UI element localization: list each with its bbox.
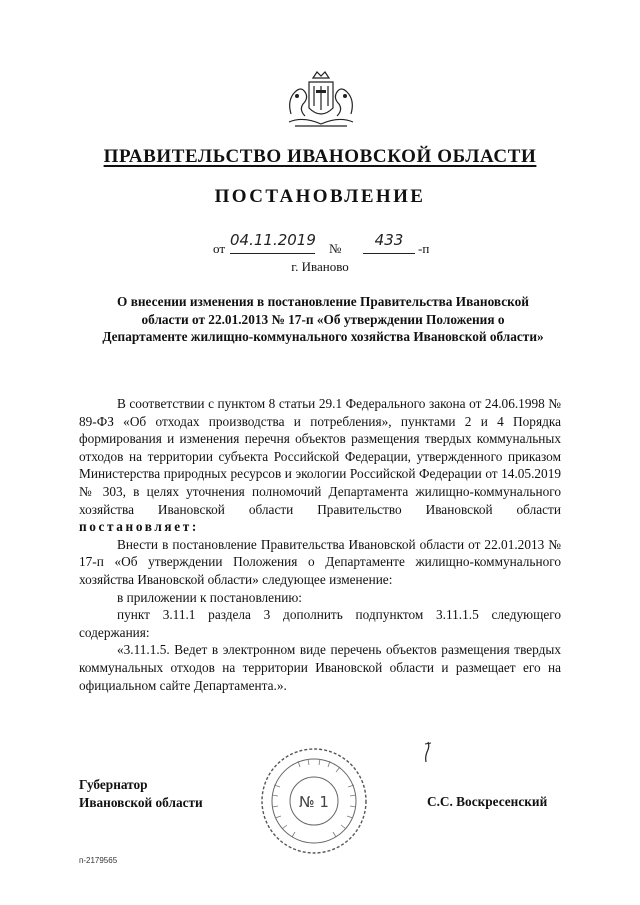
document-date: 04.11.2019 (230, 231, 315, 254)
city-line: г. Иваново (291, 259, 349, 274)
date-prefix: от (213, 241, 226, 256)
body-paragraph: В соответствии с пунктом 8 статьи 29.1 Федерального закона от 24.06.1998 № 89-ФЗ «Об отходах производства и потребления», пунктами 2 и 4 Порядка формирования и изменения перечня объектов размещения твердых коммунальных отходов на территории субъекта Российской Федерации, утвержденного приказом Министерства природных ресурсов и экологии Российской Федерации от 14.05.2019 № 303, в целях уточнения полномочий Департамента жилищно-коммунального хозяйства Ивановской области Правительство Ивановской области постановляет: (79, 396, 561, 535)
signature-mark (420, 740, 434, 764)
coat-of-arms-emblem (283, 70, 359, 132)
document-type-heading: ПОСТАНОВЛЕНИЕ (214, 186, 426, 207)
body-paragraph: пункт 3.11.1 раздела 3 дополнить подпунктом 3.11.1.5 следующего содержания: (79, 607, 561, 640)
document-body (79, 395, 561, 694)
number-suffix: -п (418, 241, 430, 256)
document-reference: п-2179565 (79, 856, 118, 865)
body-paragraph: Внести в постановление Правительства Ивановской области от 22.01.2013 № 17-п «Об утверждении Положения о Департаменте жилищно-коммунального хозяйства Ивановской области» следующее изменение: (79, 536, 561, 587)
resolution-verb: постановляет: (79, 519, 199, 535)
seal-number: № 1 (299, 793, 329, 811)
body-paragraph: «3.11.1.5. Ведет в электронном виде перечень объектов размещения твердых коммунальных отходов на территории Ивановской области и размещает его на официальном сайте Департамента.». (79, 642, 561, 693)
body-paragraph: в приложении к постановлению: (117, 589, 302, 605)
official-seal (258, 745, 370, 857)
signer-title: Губернатор Ивановской области (79, 777, 203, 810)
document-subject: О внесении изменения в постановление Правительства Ивановской области от 22.01.2013 № 17-п «Об утверждении Положения о Департаменте жилищно-коммунального хозяйства Ивановской области» (102, 294, 544, 344)
government-title: ПРАВИТЕЛЬСТВО ИВАНОВСКОЙ ОБЛАСТИ (103, 146, 537, 167)
number-sign: № (329, 241, 342, 256)
signer-name: С.С. Воскресенский (427, 794, 548, 809)
document-number: 433 (363, 231, 415, 254)
